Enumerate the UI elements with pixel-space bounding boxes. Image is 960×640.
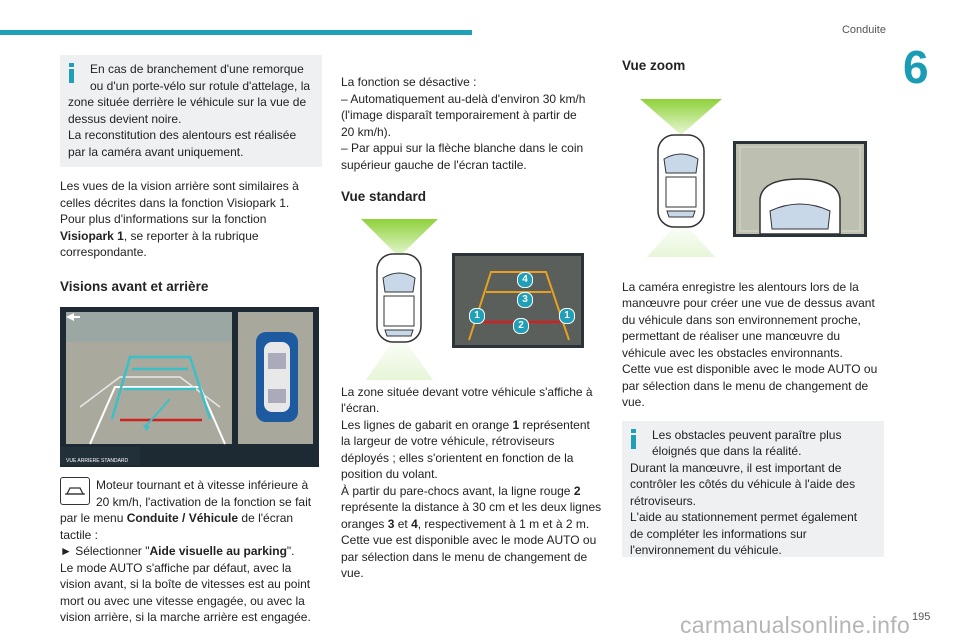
chapter-number: 6 <box>903 41 929 93</box>
text-line: celles décrites dans la fonction Visiopark 1. <box>60 195 290 210</box>
text-span: ". <box>286 544 295 558</box>
note-line: contrôler les côtés du véhicule à l'aide des <box>630 477 856 491</box>
bold-term: Visiopark 1 <box>60 228 124 243</box>
marker-1-right-badge: 1 <box>559 308 575 324</box>
screen-caption: VUE ARRIERE STANDARD <box>66 458 129 464</box>
heading-vue-zoom: Vue zoom <box>622 58 686 73</box>
zoom-view-description <box>622 279 884 411</box>
note-line: zone située derrière le véhicule sur la vue de <box>68 95 307 109</box>
marker-3-badge: 3 <box>517 292 533 308</box>
note-line: ou d'un porte-vélo sur rotule d'attelage, la <box>90 78 311 93</box>
text-line: La zone située devant votre véhicule s'affiche à <box>341 384 593 399</box>
text-line: déployés ; elles s'orientent en fonction de la <box>341 450 574 465</box>
zoom-view-diagram <box>622 79 872 257</box>
marker-1-left-badge: 1 <box>469 308 485 324</box>
text-line: Moteur tournant et à vitesse inférieure à <box>96 478 309 492</box>
marker-4-badge: 4 <box>517 272 533 288</box>
section-title: Conduite <box>841 24 886 36</box>
text-line <box>341 516 611 533</box>
text-span: , respectivement à 1 m et à 2 m. <box>417 516 590 531</box>
text-span: et <box>394 516 412 531</box>
text-line: vision arrière, si la marche arrière est engagée. <box>60 610 311 624</box>
ref-number: 4 <box>411 516 418 531</box>
text-span: de l'écran <box>238 511 294 525</box>
text-line: la largeur de votre véhicule, rétroviseurs <box>341 434 555 448</box>
text-line: 20 km/h, l'activation de la fonction se fait <box>96 494 312 509</box>
camera-screen-image <box>60 307 319 467</box>
info-note-trailer <box>60 55 322 167</box>
text-span: À partir du pare-chocs avant, la ligne rouge <box>341 483 574 498</box>
column-2 <box>341 74 611 582</box>
text-line: par sélection dans le menu de changement de <box>341 549 588 564</box>
text-line <box>341 483 611 500</box>
text-line <box>60 510 322 527</box>
note-line: de compléter les informations sur <box>630 526 807 541</box>
standard-view-description <box>341 384 611 582</box>
info-icon <box>630 429 638 449</box>
note-line: Les obstacles peuvent paraître plus <box>652 427 842 442</box>
text-line: manœuvre pour créer une vue de dessus avant <box>622 296 875 310</box>
info-note-obstacles <box>622 421 884 557</box>
text-line: représente la distance à 30 cm et les deux lignes <box>341 500 602 514</box>
text-line: La fonction se désactive : <box>341 75 477 89</box>
zoom-view-illustration <box>622 79 872 257</box>
menu-option: Aide visuelle au parking <box>149 544 287 558</box>
text-line: – Automatiquement au-delà d'environ 30 km/h <box>341 91 586 106</box>
heading-vue-standard: Vue standard <box>341 189 427 204</box>
note-line: l'environnement du véhicule. <box>630 543 782 557</box>
text-line: l'écran. <box>341 401 380 415</box>
marker-2-badge: 2 <box>513 318 529 334</box>
text-line: par sélection dans le menu de changement de <box>622 378 869 393</box>
text-line: supérieur gauche de l'écran tactile. <box>341 157 527 172</box>
text-line: permettant de réaliser une manœuvre du <box>622 329 841 343</box>
note-line: éloignés que dans la réalité. <box>652 444 802 458</box>
text-span: Les lignes de gabarit en orange <box>341 417 513 432</box>
activation-paragraph <box>60 477 322 626</box>
text-line: vision avant, si la boîte de vitesses est au point <box>60 577 311 591</box>
text-line: vue. <box>341 566 364 580</box>
text-line: – Par appui sur la flèche blanche dans le coin <box>341 141 584 155</box>
text-span: ► Sélectionner " <box>60 544 150 558</box>
standard-view-diagram <box>341 212 591 382</box>
text-span: oranges <box>341 516 388 531</box>
note-line: En cas de branchement d'une remorque <box>90 62 304 76</box>
text-line: véhicule avec les obstacles environnants. <box>622 345 843 360</box>
column-1 <box>60 55 322 626</box>
column-3 <box>622 58 884 557</box>
watermark-logo: carmanualsonline.info <box>680 612 911 638</box>
ref-number: 3 <box>387 516 395 531</box>
text-span: , se reporter à la rubrique <box>123 228 259 243</box>
ref-number: 2 <box>573 483 581 498</box>
info-icon <box>68 63 76 83</box>
note-line: rétroviseurs. <box>630 493 697 508</box>
text-line <box>60 543 322 560</box>
text-line: vue. <box>622 395 645 409</box>
text-line: du véhicule dans son environnement proche, <box>622 312 861 327</box>
text-line: Pour plus d'informations sur la fonction <box>60 212 267 226</box>
text-span: représentent <box>519 417 590 432</box>
text-line: correspondante. <box>60 245 147 259</box>
text-line <box>341 417 611 434</box>
text-line: mort ou avec une vitesse engagée, ou avec la <box>60 593 305 608</box>
text-line: tactile : <box>60 527 99 542</box>
text-line: 20 km/h). <box>341 124 392 139</box>
note-line: Durant la manœuvre, il est important de <box>630 460 842 475</box>
text-span: par le menu <box>60 511 127 525</box>
visiopark-paragraph <box>60 178 322 261</box>
text-line: position du volant. <box>341 467 438 481</box>
note-line: par la caméra avant uniquement. <box>68 144 244 159</box>
standard-view-illustration <box>341 212 591 382</box>
header-accent-bar <box>0 30 472 35</box>
text-line: Cette vue est disponible avec le mode AUTO ou <box>341 533 597 547</box>
ref-number: 1 <box>512 417 520 432</box>
heading-visions: Visions avant et arrière <box>60 278 209 294</box>
menu-path: Conduite / Véhicule <box>126 511 239 525</box>
text-line: La caméra enregistre les alentours lors de la <box>622 279 859 294</box>
steering-wheel-icon <box>60 477 90 505</box>
text-line: Le mode AUTO s'affiche par défaut, avec la <box>60 560 292 575</box>
page-number: 195 <box>912 611 931 623</box>
text-line: (l'image disparaît temporairement à partir de <box>341 108 577 122</box>
text-line: Les vues de la vision arrière sont similaires à <box>60 179 299 193</box>
rear-camera-view <box>60 307 319 467</box>
note-line: dessus devient noire. <box>68 111 182 126</box>
text-line: Cette vue est disponible avec le mode AUTO ou <box>622 362 878 376</box>
note-line: L'aide au stationnement permet également <box>630 510 858 524</box>
text-line <box>60 228 322 245</box>
note-line: La reconstitution des alentours est réalisée <box>68 128 297 142</box>
